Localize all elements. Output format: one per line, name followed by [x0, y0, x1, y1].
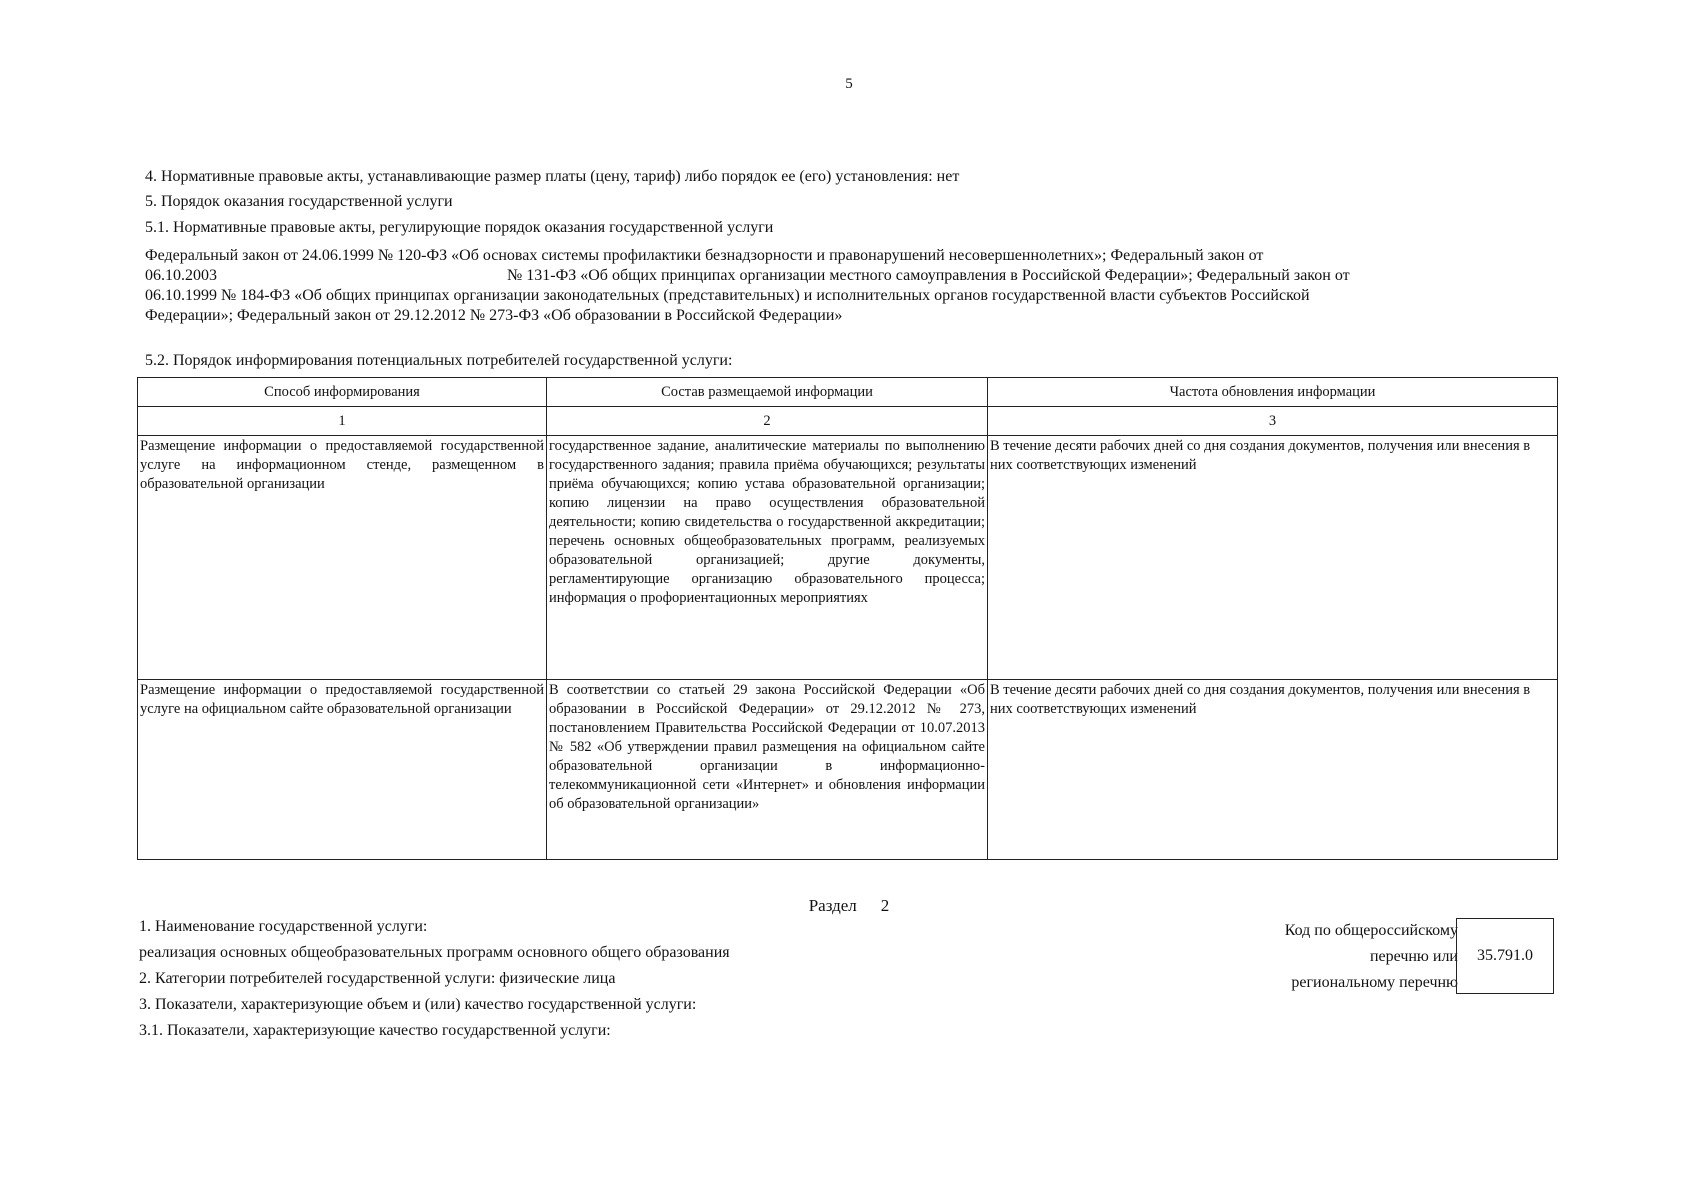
table-number-row	[138, 407, 1558, 436]
item-5-1-regulating-acts: 5.1. Нормативные правовые акты, регулирующие порядок оказания государственной услуги	[145, 219, 774, 236]
item-5-procedure: 5. Порядок оказания государственной услуги	[145, 193, 453, 210]
table-row	[138, 680, 1558, 860]
item-4-payment-acts: 4. Нормативные правовые акты, устанавливающие размер платы (цену, тариф) либо порядок ее (его) установления: нет	[145, 168, 960, 185]
row-2-method: Размещение информации о предоставляемой государственной услуге на официальном сайте образовательной организации	[138, 680, 547, 860]
service-name: реализация основных общеобразовательных программ основного общего образования	[139, 944, 730, 961]
column-number-3: 3	[988, 407, 1558, 436]
law-line-3: 06.10.1999 № 184-ФЗ «Об общих принципах организации законодательных (представительных) и исполнительных органов государственной власти субъектов Российской	[145, 287, 1310, 304]
row-1-frequency: В течение десяти рабочих дней со дня создания документов, получения или внесения в них соответствующих изменений	[988, 436, 1558, 680]
law-line-1: Федеральный закон от 24.06.1999 № 120-ФЗ «Об основах системы профилактики безнадзорности и правонарушений несовершеннолетних»; Федеральный закон от	[145, 247, 1264, 264]
column-number-1: 1	[138, 407, 547, 436]
row-1-content: государственное задание, аналитические материалы по выполнению государственного задания; правила приёма обучающихся; результаты приёма обучающихся; копию устава образовательной организации; копию лицензии на право осуществления образовательной деятельности; копию свидетельства о государственной аккредитации; перечень основных общеобразовательных программ, реализуемых образовательной организацией; другие документы, регламентирующие организацию образовательного процесса; информация о профориентационных мероприятиях	[547, 436, 988, 680]
law-line-2-date: 06.10.2003	[145, 267, 217, 284]
page-number: 5	[845, 76, 853, 92]
section-title	[0, 896, 1698, 916]
column-number-2: 2	[547, 407, 988, 436]
row-2-frequency: В течение десяти рабочих дней со дня создания документов, получения или внесения в них соответствующих изменений	[988, 680, 1558, 860]
table-row	[138, 436, 1558, 680]
header-content: Состав размещаемой информации	[547, 378, 988, 407]
code-label-line-1: Код по общероссийскому	[1284, 922, 1458, 939]
law-line-2-text: № 131-ФЗ «Об общих принципах организации местного самоуправления в Российской Федерации»; Федеральный закон от	[507, 267, 1350, 284]
code-label-line-3: региональному перечню	[1291, 974, 1458, 991]
section-number: 2	[880, 896, 890, 915]
section2-item-1: 1. Наименование государственной услуги:	[139, 918, 428, 935]
code-value: 35.791.0	[1477, 947, 1533, 964]
section-label: Раздел	[808, 896, 857, 915]
row-1-method: Размещение информации о предоставляемой государственной услуге на информационном стенде, размещенном в образовательной организации	[138, 436, 547, 680]
table-header-row	[138, 378, 1558, 407]
row-2-content: В соответствии со статьей 29 закона Российской Федерации «Об образовании в Российской Федерации» от 29.12.2012 № 273, постановлением Правительства Российской Федерации от 10.07.2013 № 582 «Об утверждении правил размещения на официальном сайте образовательной организации в информационно-телекоммуникационной сети «Интернет» и обновления информации об образовательной организации»	[547, 680, 988, 860]
code-label-line-2: перечню или	[1369, 948, 1458, 965]
section2-item-2: 2. Категории потребителей государственной услуги: физические лица	[139, 970, 616, 987]
code-value-box	[1456, 918, 1554, 994]
law-line-4: Федерации»; Федеральный закон от 29.12.2012 № 273-ФЗ «Об образовании в Российской Федерации»	[145, 307, 843, 324]
item-5-2-informing: 5.2. Порядок информирования потенциальных потребителей государственной услуги:	[145, 352, 733, 369]
law-list	[145, 246, 1545, 326]
law-line-2	[145, 266, 1545, 286]
header-frequency: Частота обновления информации	[988, 378, 1558, 407]
informing-table	[137, 377, 1558, 860]
header-method: Способ информирования	[138, 378, 547, 407]
section2-item-3-1: 3.1. Показатели, характеризующие качество государственной услуги:	[139, 1022, 611, 1039]
section2-item-3: 3. Показатели, характеризующие объем и (или) качество государственной услуги:	[139, 996, 697, 1013]
